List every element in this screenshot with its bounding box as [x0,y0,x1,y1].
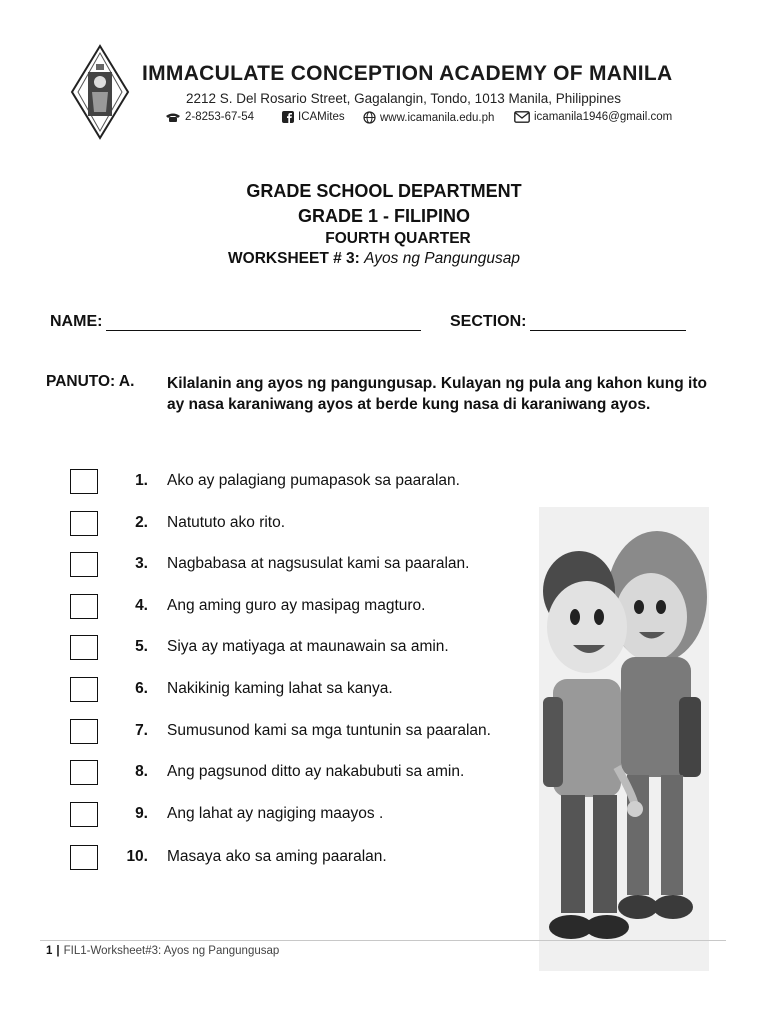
item-sentence: Ang lahat ay nagiging maayos . [167,805,384,822]
answer-checkbox[interactable] [70,594,98,619]
item-sentence: Natututo ako rito. [167,514,286,531]
item-sentence: Ang aming guro ay masipag magturo. [167,597,426,614]
answer-checkbox[interactable] [70,635,98,660]
list-item [70,845,550,875]
list-item [70,677,550,707]
name-input-line[interactable] [106,314,421,331]
page-footer [46,945,279,957]
list-item [70,635,550,665]
item-sentence: Nagbabasa at nagsusulat kami sa paaralan. [167,555,470,572]
item-number: 9. [135,805,148,822]
email-address: icamanila1946@gmail.com [534,111,673,123]
item-sentence: Nakikinig kaming lahat sa kanya. [167,680,393,697]
list-item [70,802,550,832]
item-sentence: Masaya ako sa aming paaralan. [167,848,387,865]
school-seal-icon [70,44,130,140]
footer-doc-title: FIL1-Worksheet#3: Ayos ng Pangungusap [63,945,280,957]
item-sentence: Sumusunod kami sa mga tuntunin sa paaralan. [167,722,491,739]
list-item [70,552,550,582]
quarter-title: FOURTH QUARTER [325,230,471,247]
instructions-label: PANUTO: A. [46,373,135,390]
item-number: 1. [135,472,148,489]
name-label: NAME: [50,313,103,330]
list-item [70,760,550,790]
name-field[interactable] [50,313,421,331]
worksheet-topic: Ayos ng Pangungusap [364,250,520,267]
instructions-text: Kilalanin ang ayos ng pangungusap. Kulayan ng pula ang kahon kung ito ay nasa karaniwang ayos at berde kung nasa di karaniwang ayos. [167,375,707,413]
item-number: 2. [135,514,148,531]
list-item [70,469,550,499]
list-item [70,511,550,541]
item-number: 10. [126,848,148,865]
school-address: 2212 S. Del Rosario Street, Gagalangin, Tondo, 1013 Manila, Philippines [186,91,622,106]
section-label: SECTION: [450,313,527,330]
phone-icon [165,112,181,123]
section-field[interactable] [450,313,686,331]
list-item [70,594,550,624]
grade-subject-title: GRADE 1 - FILIPINO [297,206,470,226]
contact-website [363,111,494,124]
item-number: 4. [135,597,148,614]
footer-divider [40,940,726,941]
answer-checkbox[interactable] [70,552,98,577]
item-sentence: Ako ay palagiang pumapasok sa paaralan. [167,472,460,489]
answer-checkbox[interactable] [70,802,98,827]
worksheet-label: WORKSHEET # 3: [228,250,360,267]
item-sentence: Ang pagsunod ditto ay nakabubuti sa amin. [167,763,465,780]
answer-checkbox[interactable] [70,760,98,785]
item-sentence: Siya ay matiyaga at maunawain sa amin. [167,638,449,655]
contact-phone [165,111,254,123]
answer-checkbox[interactable] [70,719,98,744]
children-illustration [539,507,709,971]
item-number: 5. [135,638,148,655]
list-item [70,719,550,749]
item-number: 7. [135,722,148,739]
website-url: www.icamanila.edu.ph [380,111,495,124]
item-number: 3. [135,555,148,572]
answer-checkbox[interactable] [70,677,98,702]
department-title: GRADE SCHOOL DEPARTMENT [246,181,522,201]
facebook-handle: ICAMites [298,111,345,123]
envelope-icon [514,111,530,123]
school-name: IMMACULATE CONCEPTION ACADEMY OF MANILA [142,62,673,85]
globe-icon [363,111,376,124]
phone-number: 2-8253-67-54 [185,111,255,123]
section-input-line[interactable] [530,314,686,331]
answer-checkbox[interactable] [70,511,98,536]
page-number: 1 [46,945,53,957]
worksheet-title [0,250,758,268]
answer-checkbox[interactable] [70,469,98,494]
item-number: 8. [135,763,148,780]
contact-facebook [282,111,345,123]
item-number: 6. [135,680,148,697]
contact-email [514,111,672,123]
facebook-icon [282,111,294,123]
footer-separator: | [56,945,60,957]
answer-checkbox[interactable] [70,845,98,870]
